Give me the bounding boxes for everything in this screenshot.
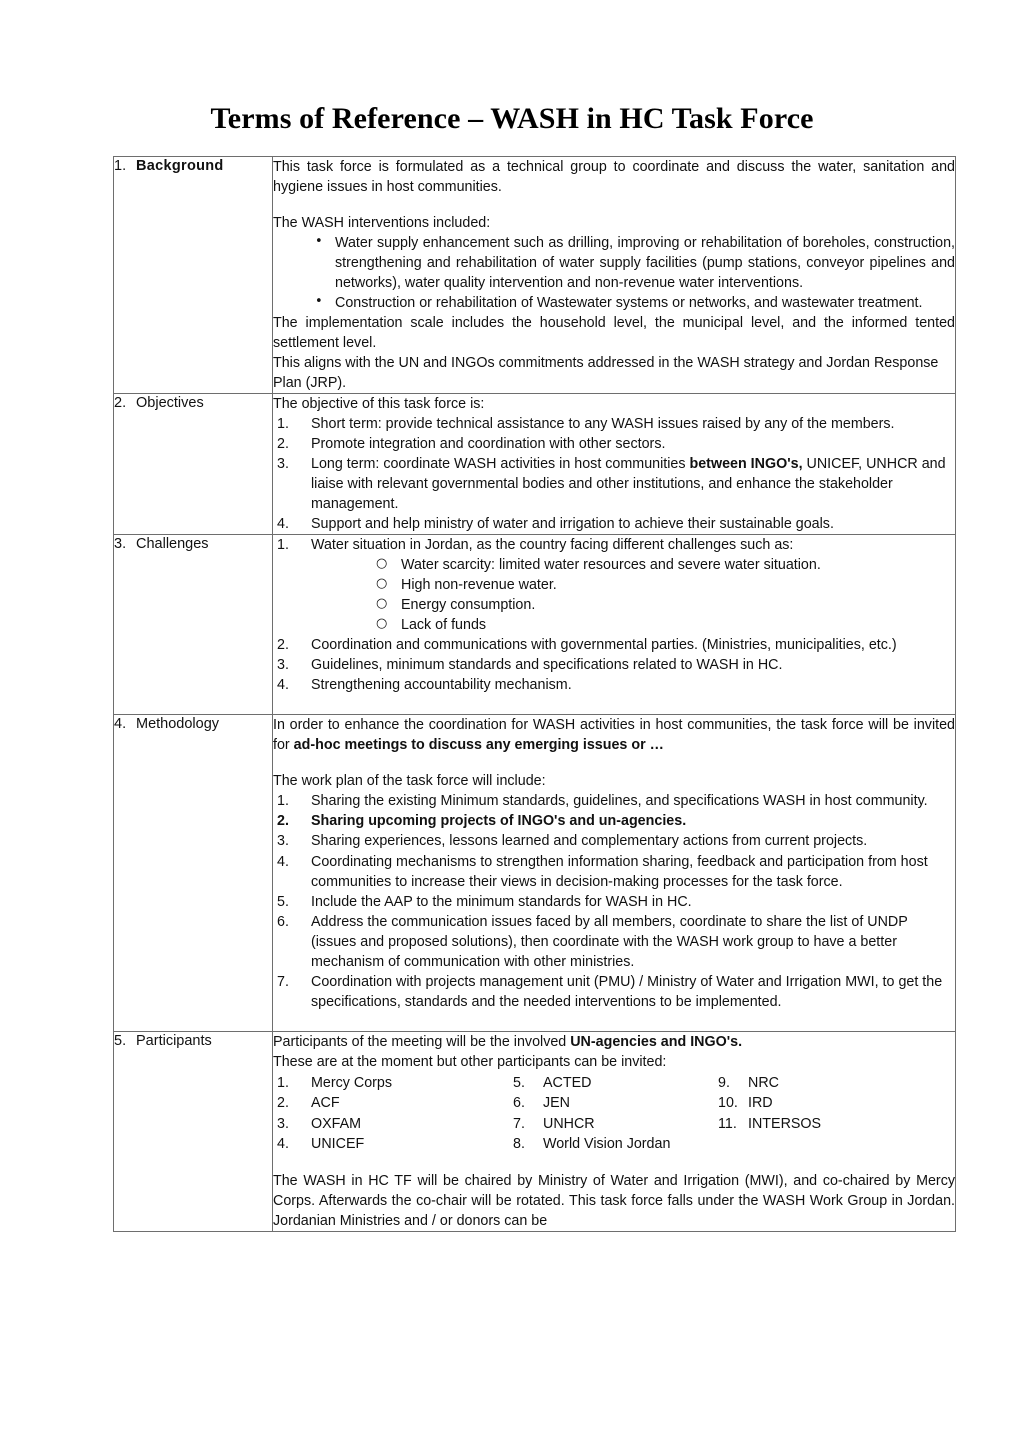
list-marker: 4. xyxy=(277,677,289,694)
list-item-text: Water supply enhancement such as drilling, improving or rehabilitation of boreholes, construction, strengthening and rehabilitation of water supply facilities (pump stations, conveyor pipelines and networks), water quality intervention and non-revenue water interventions. xyxy=(335,235,955,292)
list-item xyxy=(718,1114,955,1135)
list-item xyxy=(273,454,955,514)
list-marker: 8. xyxy=(513,1136,525,1153)
section-label-objectives xyxy=(114,394,273,535)
section-number: 2. xyxy=(114,395,127,412)
methodology-intro-emphasis: ad-hoc meetings to discuss any emerging issues or … xyxy=(293,737,664,754)
section-body-background xyxy=(273,157,956,394)
list-item xyxy=(513,1073,718,1094)
list-item-text: Include the AAP to the minimum standards for WASH in HC. xyxy=(311,893,692,910)
list-item xyxy=(513,1114,718,1135)
participant-name: OXFAM xyxy=(311,1115,362,1132)
section-label-participants xyxy=(114,1031,273,1231)
participant-name: JEN xyxy=(543,1095,571,1112)
list-item xyxy=(273,514,955,534)
list-marker: 3. xyxy=(277,657,289,674)
participant-name: Mercy Corps xyxy=(311,1074,393,1091)
list-marker: 4. xyxy=(277,1136,289,1153)
challenges-list-continued xyxy=(273,635,955,695)
challenges-sub-list xyxy=(273,555,955,635)
participants-intro-text: Participants of the meeting will be the involved xyxy=(273,1033,571,1050)
list-item-text: Sharing experiences, lessons learned and complementary actions from current projects. xyxy=(311,833,868,850)
list-marker: 7. xyxy=(513,1115,525,1132)
background-bullet-list xyxy=(273,233,955,313)
section-body-participants xyxy=(273,1031,956,1231)
table-row-methodology xyxy=(114,715,956,1031)
list-item-empty xyxy=(718,1134,955,1155)
list-item xyxy=(273,831,955,851)
challenges-list xyxy=(273,535,955,555)
bullet-icon: • xyxy=(315,234,323,250)
list-item xyxy=(273,972,955,1012)
list-marker: 1. xyxy=(277,537,289,554)
list-item xyxy=(273,912,955,972)
participants-list xyxy=(273,1073,955,1155)
list-marker: 9. xyxy=(718,1074,730,1091)
methodology-list xyxy=(273,791,955,1011)
section-title: Methodology xyxy=(136,716,220,733)
list-item-text: Sharing upcoming projects of INGO's and un-agencies. xyxy=(311,813,687,830)
list-item-text: Coordination and communications with governmental parties. (Ministries, municipalities, etc.) xyxy=(311,637,897,654)
participant-name: ACTED xyxy=(543,1074,592,1091)
list-item-text: Water scarcity: limited water resources and severe water situation. xyxy=(401,557,821,574)
list-item xyxy=(273,555,955,575)
list-marker: 7. xyxy=(277,973,289,990)
page-title: Terms of Reference – WASH in HC Task Force xyxy=(210,102,814,135)
list-item-text-emphasis: between INGO's, xyxy=(689,456,803,473)
participants-intro-emphasis: UN-agencies and INGO's. xyxy=(570,1033,743,1050)
section-body-objectives xyxy=(273,394,956,535)
participant-name: ACF xyxy=(311,1095,340,1112)
list-marker: 3. xyxy=(277,1115,289,1132)
list-item xyxy=(273,434,955,454)
list-item xyxy=(273,675,955,695)
list-marker: 1. xyxy=(277,793,289,810)
list-item-text: Sharing the existing Minimum standards, guidelines, and specifications WASH in host community. xyxy=(311,793,928,810)
list-item xyxy=(273,1093,513,1114)
list-marker: 3. xyxy=(277,833,289,850)
list-item-text: Coordination with projects management unit (PMU) / Ministry of Water and Irrigation MWI, to get the specifications, standards and the needed interventions to be implemented. xyxy=(311,973,943,1010)
list-item xyxy=(273,595,955,615)
list-item xyxy=(273,414,955,434)
list-item xyxy=(718,1093,955,1114)
trailing-spacer xyxy=(273,1012,955,1031)
participant-name: IRD xyxy=(748,1095,773,1112)
methodology-intro-text: In order to enhance the coordination for WASH activities in host communities, the task force will be invited for xyxy=(273,717,955,754)
section-number: 3. xyxy=(114,536,127,553)
participants-leadin: These are at the moment but other participants can be invited: xyxy=(273,1053,667,1070)
paragraph-spacer xyxy=(273,755,955,771)
terms-of-reference-table xyxy=(113,156,956,1232)
table-row-participants xyxy=(114,1031,956,1231)
section-label-methodology xyxy=(114,715,273,1031)
list-item-text: Long term: coordinate WASH activities in host communities xyxy=(311,456,690,473)
background-intro: This task force is formulated as a technical group to coordinate and discuss the water, sanitation and hygiene issues in host communities. xyxy=(273,159,955,196)
section-label-background xyxy=(114,157,273,394)
list-item-text: Support and help ministry of water and irrigation to achieve their sustainable goals. xyxy=(311,516,834,533)
list-item xyxy=(513,1093,718,1114)
objectives-list xyxy=(273,414,955,534)
section-title: Challenges xyxy=(136,536,209,553)
list-marker: 4. xyxy=(277,853,289,870)
list-item xyxy=(513,1134,718,1155)
list-item-text: Energy consumption. xyxy=(401,597,536,614)
list-marker: 3. xyxy=(277,456,289,473)
list-item xyxy=(273,615,955,635)
paragraph-spacer xyxy=(273,1155,955,1171)
table-row-objectives xyxy=(114,394,956,535)
list-item xyxy=(273,233,955,293)
list-item-text: Short term: provide technical assistance to any WASH issues raised by any of the members. xyxy=(311,416,895,433)
trailing-spacer xyxy=(273,695,955,714)
background-closing-1: The implementation scale includes the household level, the municipal level, and the informed tented settlement level. xyxy=(273,315,955,352)
list-item-text: High non-revenue water. xyxy=(401,577,557,594)
hollow-bullet-icon: ○ xyxy=(376,556,388,572)
list-item xyxy=(273,655,955,675)
bullet-icon: • xyxy=(315,294,323,310)
list-marker: 5. xyxy=(513,1074,525,1091)
list-item-text: Water situation in Jordan, as the country facing different challenges such as: xyxy=(311,537,794,554)
list-item xyxy=(273,852,955,892)
participant-name: NRC xyxy=(748,1074,779,1091)
list-marker: 2. xyxy=(277,1095,289,1112)
list-marker: 11. xyxy=(718,1115,737,1132)
participant-name: UNHCR xyxy=(543,1115,595,1132)
list-marker: 1. xyxy=(277,416,289,433)
hollow-bullet-icon: ○ xyxy=(376,596,388,612)
background-leadin: The WASH interventions included: xyxy=(273,215,491,232)
hollow-bullet-icon: ○ xyxy=(376,576,388,592)
list-item-text-continued: UNICEF, UNHCR and liaise with relevant governmental bodies and other institutions, and enhance the stakeholder management. xyxy=(311,456,946,513)
section-title: Participants xyxy=(136,1032,212,1049)
list-item-text: Guidelines, minimum standards and specifications related to WASH in HC. xyxy=(311,657,783,674)
list-marker: 2. xyxy=(277,813,289,830)
section-title: Objectives xyxy=(136,395,204,412)
list-item-text: Address the communication issues faced by all members, coordinate to share the list of UNDP (issues and proposed solutions), then coordinate with the WASH work group to have a better mechanism of communication with other ministries. xyxy=(311,913,908,970)
list-item xyxy=(273,535,955,555)
participants-closing: The WASH in HC TF will be chaired by Ministry of Water and Irrigation (MWI), and co-chaired by Mercy Corps. Afterwards the co-chair will be rotated. This task force falls under the WASH Work Group in Jordan. Jordanian Ministries and / or donors can be xyxy=(273,1172,955,1229)
objectives-leadin: The objective of this task force is: xyxy=(273,396,485,413)
list-item xyxy=(273,811,955,831)
list-item xyxy=(273,293,955,313)
section-label-challenges xyxy=(114,535,273,715)
methodology-leadin: The work plan of the task force will include: xyxy=(273,773,546,790)
list-item-text: Lack of funds xyxy=(401,617,487,634)
list-marker: 4. xyxy=(277,516,289,533)
participant-name: World Vision Jordan xyxy=(543,1136,671,1153)
list-item xyxy=(718,1073,955,1094)
section-body-challenges xyxy=(273,535,956,715)
section-number: 1. xyxy=(114,158,127,174)
list-marker: 5. xyxy=(277,893,289,910)
paragraph-spacer xyxy=(273,197,955,213)
list-marker: 2. xyxy=(277,436,289,453)
section-number: 5. xyxy=(114,1032,127,1049)
list-item-text: Promote integration and coordination with other sectors. xyxy=(311,436,666,453)
list-marker: 1. xyxy=(277,1074,289,1091)
background-closing-2: This aligns with the UN and INGOs commitments addressed in the WASH strategy and Jordan Response Plan (JRP). xyxy=(273,355,939,392)
list-item-text: Construction or rehabilitation of Wastewater systems or networks, and wastewater treatment. xyxy=(335,295,923,312)
list-item xyxy=(273,575,955,595)
list-item xyxy=(273,1114,513,1135)
section-body-methodology xyxy=(273,715,956,1031)
list-item-text: Coordinating mechanisms to strengthen information sharing, feedback and participation from host communities to increase their views in decision-making processes for the task force. xyxy=(311,853,928,890)
list-item xyxy=(273,1134,513,1155)
participants-intro xyxy=(273,1032,955,1052)
list-item xyxy=(273,892,955,912)
table-row-challenges xyxy=(114,535,956,715)
participant-name: INTERSOS xyxy=(748,1115,822,1132)
section-title: Background xyxy=(136,158,224,174)
table-row-background xyxy=(114,157,956,394)
list-marker: 6. xyxy=(277,913,289,930)
methodology-intro xyxy=(273,715,955,755)
participant-name: UNICEF xyxy=(311,1136,365,1153)
section-number: 4. xyxy=(114,716,127,733)
hollow-bullet-icon: ○ xyxy=(376,616,388,632)
list-item xyxy=(273,1073,513,1094)
list-marker: 2. xyxy=(277,637,289,654)
list-item-text: Strengthening accountability mechanism. xyxy=(311,677,572,694)
list-marker: 10. xyxy=(718,1095,738,1112)
list-marker: 6. xyxy=(513,1095,525,1112)
list-item xyxy=(273,635,955,655)
list-item xyxy=(273,791,955,811)
